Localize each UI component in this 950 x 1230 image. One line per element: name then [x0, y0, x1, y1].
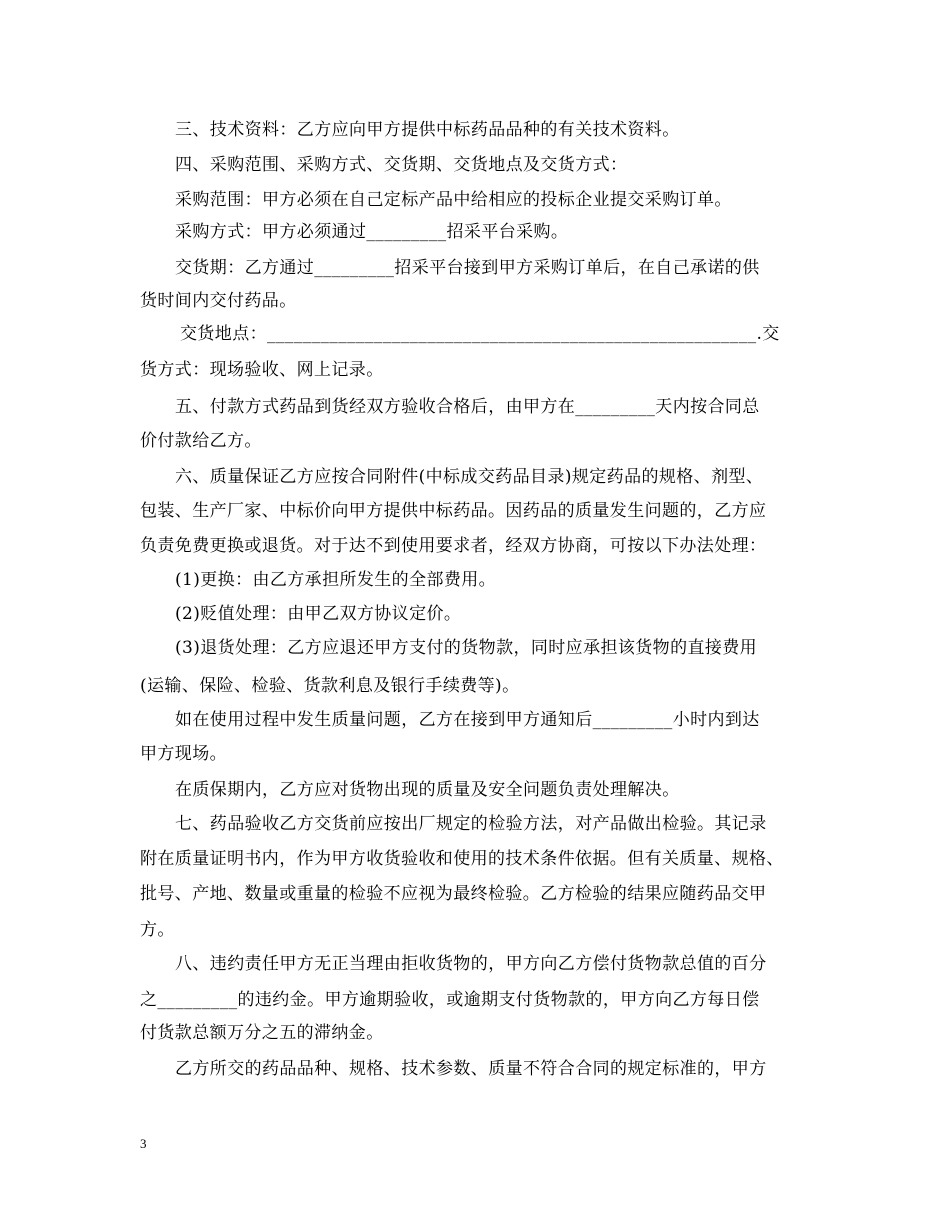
- paragraph-line: 甲方现场。: [140, 744, 227, 764]
- paragraph-line: (运输、保险、检验、货款利息及银行手续费等)。: [140, 676, 520, 696]
- paragraph-line: (3)退货处理：乙方应退还甲方支付的货物款，同时应承担该货物的直接费用: [175, 638, 758, 658]
- page-number: 3: [140, 1136, 147, 1151]
- paragraph-line: 三、技术资料：乙方应向甲方提供中标药品品种的有关技术资料。: [175, 120, 680, 140]
- paragraph-line: 附在质量证明书内，作为甲方收货验收和使用的技术条件依据。但有关质量、规格、: [140, 849, 784, 869]
- paragraph-line: 付货款总额万分之五的滞纳金。: [140, 1023, 384, 1043]
- paragraph-line: 七、药品验收乙方交货前应按出厂规定的检验方法，对产品做出检验。其记录: [175, 814, 767, 834]
- paragraph-line: 四、采购范围、采购方式、交货期、交货地点及交货方式：: [175, 155, 628, 175]
- paragraph-line: 方。: [140, 920, 175, 940]
- paragraph-line: (1)更换：由乙方承担所发生的全部费用。: [175, 570, 497, 590]
- paragraph-line: 六、质量保证乙方应按合同附件(中标成交药品目录)规定药品的规格、剂型、: [175, 467, 764, 487]
- paragraph-line: 货时间内交付药品。: [140, 291, 297, 311]
- paragraph-line: 包装、生产厂家、中标价向甲方提供中标药品。因药品的质量发生问题的，乙方应: [140, 501, 767, 521]
- paragraph-line: 负责免费更换或退货。对于达不到使用要求者，经双方协商，可按以下办法处理：: [140, 536, 767, 556]
- paragraph-line: 五、付款方式药品到货经双方验收合格后，由甲方在_________天内按合同总: [175, 397, 760, 417]
- paragraph-line: 之_________的违约金。甲方逾期验收，或逾期支付货物款的，甲方向乙方每日偿: [140, 990, 760, 1010]
- paragraph-line: 交货期：乙方通过_________招采平台接到甲方采购订单后，在自己承诺的供: [175, 258, 760, 278]
- paragraph-line: 乙方所交的药品品种、规格、技术参数、质量不符合合同的规定标准的，甲方: [175, 1059, 767, 1079]
- paragraph-line: 采购范围：甲方必须在自己定标产品中给相应的投标企业提交采购订单。: [175, 190, 732, 210]
- paragraph-line: 在质保期内，乙方应对货物出现的质量及安全问题负责处理解决。: [175, 780, 680, 800]
- paragraph-line: 批号、产地、数量或重量的检验不应视为最终检验。乙方检验的结果应随药品交甲: [140, 884, 767, 904]
- paragraph-line: 货方式：现场验收、网上记录。: [140, 360, 384, 380]
- paragraph-line: 交货地点：_______________________________________________________.交: [180, 324, 780, 344]
- paragraph-line: 八、违约责任甲方无正当理由拒收货物的，甲方向乙方偿付货物款总值的百分: [175, 954, 767, 974]
- paragraph-line: (2)贬值处理：由甲乙双方协议定价。: [175, 604, 462, 624]
- paragraph-line: 价付款给乙方。: [140, 431, 262, 451]
- paragraph-line: 如在使用过程中发生质量问题，乙方在接到甲方通知后_________小时内到达: [175, 710, 760, 730]
- paragraph-line: 采购方式：甲方必须通过_________招采平台采购。: [175, 222, 569, 242]
